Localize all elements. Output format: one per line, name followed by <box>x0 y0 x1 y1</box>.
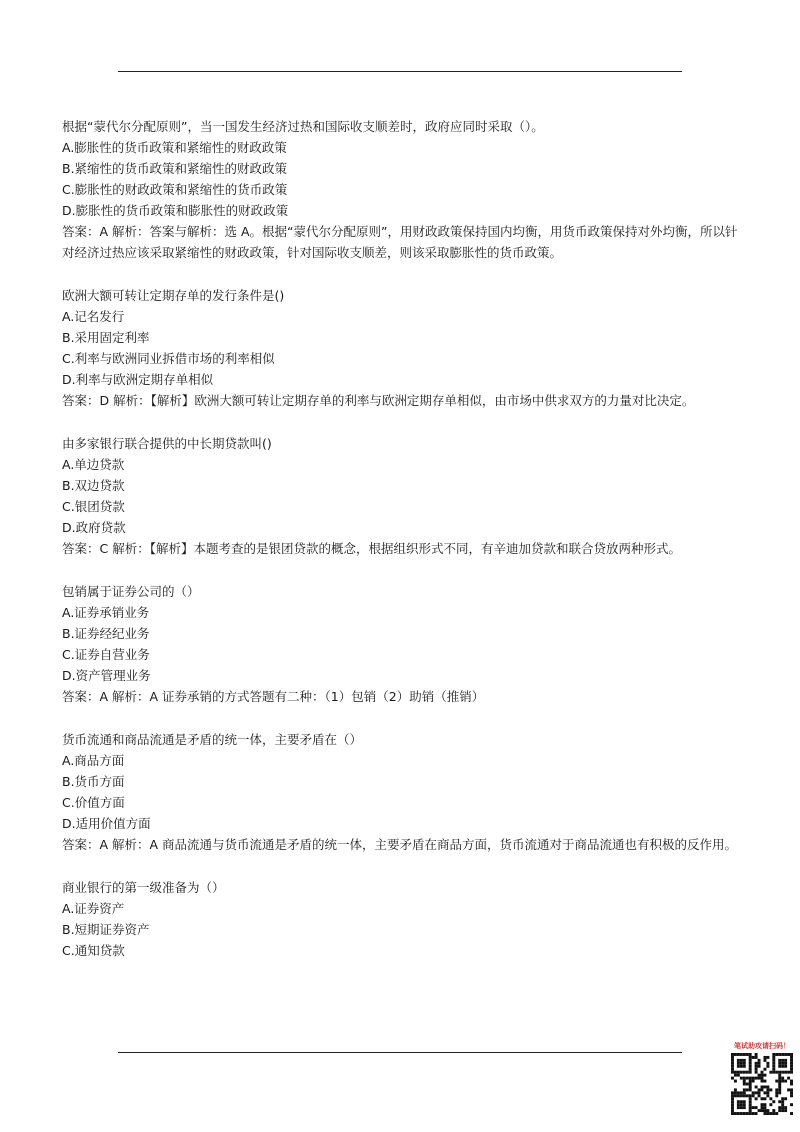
question-block <box>62 581 742 707</box>
answer-option: A.证券承销业务 <box>62 605 150 620</box>
answer-option: D.政府贷款 <box>62 520 126 535</box>
answer-option: D.膨胀性的货币政策和膨胀性的财政政策 <box>62 203 289 218</box>
question-stem: 货币流通和商品流通是矛盾的统一体，主要矛盾在（） <box>62 732 363 747</box>
question-block <box>62 116 742 263</box>
answer-option: C.利率与欧洲同业拆借市场的利率相似 <box>62 351 275 366</box>
answer-explanation: 答案：A 解析：答案与解析：选 A。根据“蒙代尔分配原则”，用财政政策保持国内均衡，用货币政策保持对外均衡，所以针对经济过热应该采取紧缩性的财政政策，针对国际收支顺差，则该采取膨胀性的货币政策。 <box>62 224 738 260</box>
answer-option: B.证券经纪业务 <box>62 626 150 641</box>
answer-option: A.单边贷款 <box>62 457 125 472</box>
answer-option: C.膨胀性的财政政策和紧缩性的货币政策 <box>62 182 288 197</box>
answer-option: A.膨胀性的货币政策和紧缩性的财政政策 <box>62 140 287 155</box>
question-stem: 根据“蒙代尔分配原则”，当一国发生经济过热和国际收支顺差时，政府应同时采取（）。 <box>62 119 544 134</box>
header-rule <box>118 71 682 72</box>
qr-caption: 笔试助攻请扫码！ <box>734 1042 790 1050</box>
answer-explanation: 答案：C 解析：【解析】本题考查的是银团贷款的概念，根据组织形式不同，有辛迪加贷款和联合贷放两种形式。 <box>62 541 681 556</box>
question-block <box>62 285 742 411</box>
question-list <box>62 116 742 983</box>
answer-option: D.适用价值方面 <box>62 816 151 831</box>
answer-option: B.采用固定利率 <box>62 330 150 345</box>
answer-option: A.证券资产 <box>62 901 125 916</box>
answer-option: B.货币方面 <box>62 774 125 789</box>
answer-option: C.通知贷款 <box>62 943 125 958</box>
qr-code-icon <box>731 1053 793 1115</box>
question-stem: 欧洲大额可转让定期存单的发行条件是() <box>62 288 285 303</box>
question-stem: 由多家银行联合提供的中长期贷款叫() <box>62 436 272 451</box>
question-stem: 包销属于证券公司的（） <box>62 584 200 599</box>
question-stem: 商业银行的第一级准备为（） <box>62 880 225 895</box>
answer-option: D.资产管理业务 <box>62 668 151 683</box>
answer-option: A.商品方面 <box>62 753 125 768</box>
answer-option: B.紧缩性的货币政策和紧缩性的财政政策 <box>62 161 288 176</box>
question-block <box>62 877 742 961</box>
qr-badge[interactable] <box>727 1042 797 1122</box>
answer-explanation: 答案：A 解析：A 商品流通与货币流通是矛盾的统一体，主要矛盾在商品方面，货币流通对于商品流通也有积极的反作用。 <box>62 837 738 852</box>
answer-option: A.记名发行 <box>62 309 125 324</box>
answer-option: D.利率与欧洲定期存单相似 <box>62 372 214 387</box>
answer-option: C.证券自营业务 <box>62 647 150 662</box>
answer-option: C.价值方面 <box>62 795 125 810</box>
footer-rule <box>118 1052 682 1053</box>
answer-explanation: 答案：A 解析：A 证券承销的方式答题有二种：（1）包销（2）助销（推销） <box>62 689 485 704</box>
answer-option: B.双边贷款 <box>62 478 125 493</box>
question-block <box>62 433 742 559</box>
answer-option: B.短期证券资产 <box>62 922 150 937</box>
answer-option: C.银团贷款 <box>62 499 125 514</box>
answer-explanation: 答案：D 解析：【解析】欧洲大额可转让定期存单的利率与欧洲定期存单相似，由市场中供求双方的力量对比决定。 <box>62 393 695 408</box>
question-block <box>62 729 742 855</box>
